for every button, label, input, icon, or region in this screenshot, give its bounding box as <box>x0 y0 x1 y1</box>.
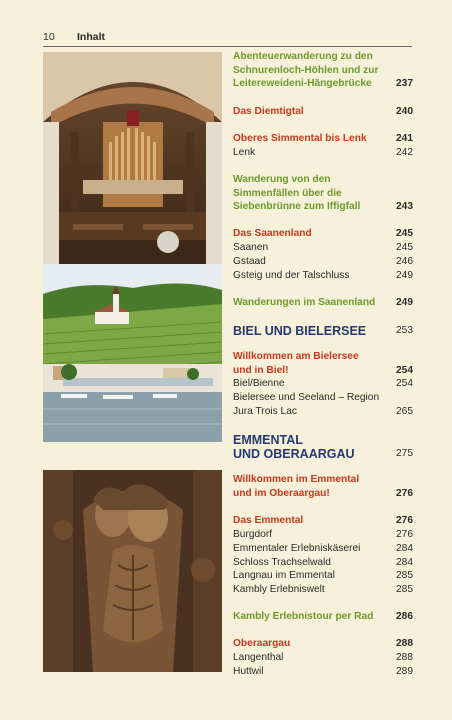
toc-entry-title: Oberaargau <box>233 638 291 649</box>
toc-entry-title: Lenk <box>233 147 256 158</box>
toc-entry-page: 276 <box>396 515 413 526</box>
toc-entry-title: Langnau im Emmental <box>233 570 335 581</box>
toc-entry[interactable] <box>233 173 413 214</box>
toc-entry-page: 241 <box>396 133 413 144</box>
toc-entry[interactable] <box>233 542 413 556</box>
toc-entry-page: 243 <box>396 201 413 213</box>
toc-entry-page: 285 <box>396 584 413 595</box>
toc-entry-page: 284 <box>396 543 413 554</box>
toc-entry-page: 245 <box>396 242 413 253</box>
toc-entry-page: 288 <box>396 652 413 663</box>
toc-entry-title: Biel/Bienne <box>233 378 285 389</box>
toc-entry-page: 246 <box>396 256 413 267</box>
toc-entry[interactable] <box>233 473 413 500</box>
toc-entry-title: Wanderungen im Saanenland <box>233 297 376 308</box>
toc-entry-title: Abenteuerwanderung zu den Schnurenloch-Höhlen und zur Leitereweideni-Hängebrücke <box>233 51 379 90</box>
toc-section-title: BIEL UND BIELERSEE <box>233 324 367 338</box>
toc-entry[interactable] <box>233 132 413 146</box>
vineyard-church-lake-photo <box>43 264 222 442</box>
church-organ-interior-photo <box>43 52 222 264</box>
toc-entry[interactable] <box>233 50 413 91</box>
carved-wooden-figure-photo <box>43 470 222 672</box>
toc-entry[interactable] <box>233 105 413 119</box>
toc-entry-title: Gsteig und der Talschluss <box>233 270 350 281</box>
toc-entry-page: 289 <box>396 666 413 677</box>
toc-entry-title: Das Saanenland <box>233 228 312 239</box>
toc-entry-title: Schloss Trachselwald <box>233 557 331 568</box>
toc-entry[interactable] <box>233 269 413 283</box>
toc-entry-page: 285 <box>396 570 413 581</box>
toc-entry-title: Oberes Simmental bis Lenk <box>233 133 367 144</box>
toc-entry[interactable] <box>233 556 413 570</box>
toc-section-heading[interactable] <box>233 447 413 461</box>
toc-entry-page: 276 <box>396 529 413 540</box>
toc-entry-page: 286 <box>396 611 413 622</box>
toc-section-heading[interactable] <box>233 433 413 447</box>
toc-entry[interactable] <box>233 377 413 391</box>
toc-entry-title: Kambly Erlebnistour per Rad <box>233 611 374 622</box>
toc-entry[interactable] <box>233 528 413 542</box>
toc-entry-title: Das Emmental <box>233 515 304 526</box>
photo-column <box>43 52 222 672</box>
toc-entry-page: 245 <box>396 228 413 239</box>
toc-entry-title: Bielersee und Seeland – Region Jura Trois Lac <box>233 392 380 417</box>
toc-entry-page: 242 <box>396 147 413 158</box>
toc-section-title: UND OBERAARGAU <box>233 447 355 461</box>
toc-entry-title: Das Diemtigtal <box>233 106 304 117</box>
toc-entry[interactable] <box>233 241 413 255</box>
toc-entry[interactable] <box>233 227 413 241</box>
toc-entry-title: Willkommen im Emmental und im Oberaargau! <box>233 474 360 499</box>
toc-entry[interactable] <box>233 651 413 665</box>
toc-entry-page: 240 <box>396 106 413 117</box>
toc-entry-page: 276 <box>396 487 413 499</box>
toc-entry[interactable] <box>233 583 413 597</box>
toc-section-page: 275 <box>396 448 413 459</box>
toc-entry-title: Langenthal <box>233 652 284 663</box>
page-number: 10 <box>43 31 55 43</box>
page-title: Inhalt <box>77 31 105 43</box>
toc-entry-title: Gstaad <box>233 256 266 267</box>
toc-entry-page: 288 <box>396 638 413 649</box>
toc-section-page: 253 <box>396 325 413 336</box>
page-header <box>43 30 412 47</box>
toc-entry-title: Burgdorf <box>233 529 273 540</box>
toc-entry-page: 254 <box>396 378 413 389</box>
toc-entry-title: Wanderung von den Simmenfällen über die Siebenbrünne zum Iffigfall <box>233 174 361 213</box>
toc-entry[interactable] <box>233 569 413 583</box>
toc-entry[interactable] <box>233 296 413 310</box>
toc-entry-page: 254 <box>396 364 413 376</box>
toc-entry-title: Emmentaler Erlebniskäserei <box>233 543 361 554</box>
toc-entry[interactable] <box>233 146 413 160</box>
toc-entry[interactable] <box>233 514 413 528</box>
toc-entry[interactable] <box>233 255 413 269</box>
toc-entry[interactable] <box>233 665 413 679</box>
toc-entry[interactable] <box>233 391 413 418</box>
toc-entry[interactable] <box>233 637 413 651</box>
toc-entry-page: 237 <box>396 78 413 90</box>
toc-entry-page: 284 <box>396 557 413 568</box>
toc-entry-page: 249 <box>396 297 413 308</box>
toc-entry-title: Saanen <box>233 242 269 253</box>
toc-section-title: EMMENTAL <box>233 433 303 447</box>
toc-entry-title: Huttwil <box>233 666 264 677</box>
toc-entry[interactable] <box>233 610 413 624</box>
toc-section-heading[interactable] <box>233 324 413 338</box>
toc-entry[interactable] <box>233 350 413 377</box>
toc-entry-page: 265 <box>396 405 413 417</box>
toc-entry-page: 249 <box>396 270 413 281</box>
toc-entry-title: Willkommen am Bielersee und in Biel! <box>233 351 359 376</box>
toc-entry-title: Kambly Erlebniswelt <box>233 584 325 595</box>
